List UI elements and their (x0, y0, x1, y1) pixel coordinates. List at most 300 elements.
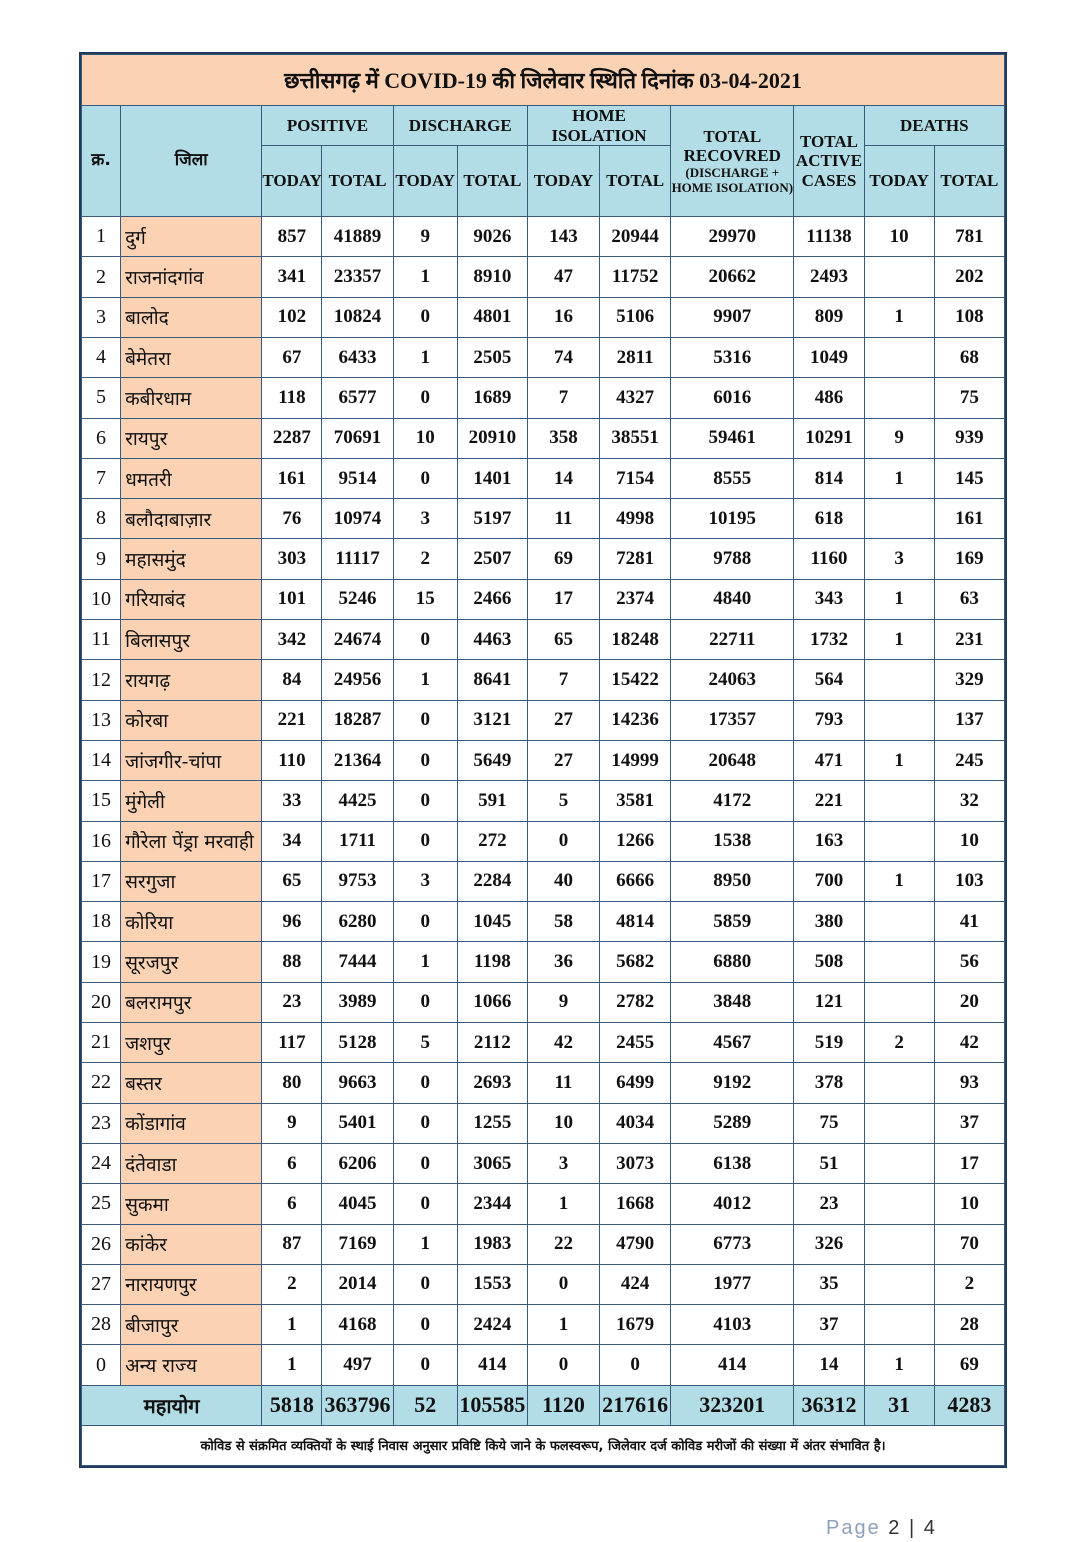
table-cell: 68 (934, 337, 1004, 377)
table-cell: 5401 (322, 1103, 393, 1143)
table-cell: 424 (600, 1264, 671, 1304)
district-name: राजनांदगांव (121, 257, 262, 297)
table-row (82, 458, 1005, 498)
header-positive-total: TOTAL (322, 146, 393, 217)
table-cell: 24956 (322, 660, 393, 700)
row-serial: 12 (82, 660, 121, 700)
table-cell: 0 (527, 1345, 599, 1385)
table-cell: 10 (864, 217, 934, 257)
table-cell (864, 257, 934, 297)
row-serial: 10 (82, 579, 121, 619)
table-cell: 3073 (600, 1143, 671, 1183)
table-cell: 2 (864, 1023, 934, 1063)
table-row (82, 418, 1005, 458)
table-cell: 2466 (457, 579, 527, 619)
table-cell: 1266 (600, 821, 671, 861)
table-cell: 6016 (671, 378, 794, 418)
table-cell: 6433 (322, 337, 393, 377)
table-cell: 6773 (671, 1224, 794, 1264)
table-cell: 221 (262, 700, 322, 740)
table-cell: 14 (794, 1345, 864, 1385)
table-cell: 6499 (600, 1063, 671, 1103)
table-row (82, 297, 1005, 337)
table-cell: 7 (527, 660, 599, 700)
table-cell: 1668 (600, 1184, 671, 1224)
table-cell: 4801 (457, 297, 527, 337)
table-cell: 41889 (322, 217, 393, 257)
table-cell: 47 (527, 257, 599, 297)
table-cell: 8641 (457, 660, 527, 700)
table-cell: 42 (527, 1023, 599, 1063)
row-serial: 27 (82, 1264, 121, 1304)
table-cell: 32 (934, 781, 1004, 821)
table-cell: 4034 (600, 1103, 671, 1143)
table-cell: 4168 (322, 1305, 393, 1345)
table-cell: 69 (934, 1345, 1004, 1385)
table-cell (864, 499, 934, 539)
table-cell: 110 (262, 740, 322, 780)
table-cell: 6 (262, 1143, 322, 1183)
table-cell: 1 (262, 1345, 322, 1385)
table-cell: 11752 (600, 257, 671, 297)
table-cell: 42 (934, 1023, 1004, 1063)
table-cell: 6 (262, 1184, 322, 1224)
row-serial: 20 (82, 982, 121, 1022)
table-cell: 4045 (322, 1184, 393, 1224)
row-serial: 19 (82, 942, 121, 982)
table-cell: 1 (864, 579, 934, 619)
table-cell: 41 (934, 902, 1004, 942)
table-cell: 414 (457, 1345, 527, 1385)
table-cell: 8910 (457, 257, 527, 297)
header-discharge-today: TODAY (393, 146, 457, 217)
district-name: महासमुंद (121, 539, 262, 579)
header-total-recovered-line3: (DISCHARGE + (685, 164, 780, 180)
table-cell: 793 (794, 700, 864, 740)
table-cell: 69 (527, 539, 599, 579)
table-cell: 2 (393, 539, 457, 579)
row-serial: 2 (82, 257, 121, 297)
table-cell (864, 982, 934, 1022)
table-cell: 1983 (457, 1224, 527, 1264)
table-cell: 1401 (457, 458, 527, 498)
table-cell: 59461 (671, 418, 794, 458)
header-sn: क्र. (82, 106, 121, 217)
district-name: बीजापुर (121, 1305, 262, 1345)
table-cell: 8555 (671, 458, 794, 498)
table-cell: 9192 (671, 1063, 794, 1103)
table-cell: 70691 (322, 418, 393, 458)
row-serial: 3 (82, 297, 121, 337)
table-cell: 9907 (671, 297, 794, 337)
table-cell: 20910 (457, 418, 527, 458)
table-cell: 1049 (794, 337, 864, 377)
row-serial: 14 (82, 740, 121, 780)
table-cell: 3121 (457, 700, 527, 740)
grand-total-value: 36312 (794, 1385, 864, 1425)
header-total-recovered-line2: RECOVRED (683, 146, 781, 166)
district-name: कोरबा (121, 700, 262, 740)
table-row (82, 1305, 1005, 1345)
table-cell: 202 (934, 257, 1004, 297)
grand-total-value: 1120 (527, 1385, 599, 1425)
table-cell: 6206 (322, 1143, 393, 1183)
table-cell: 10 (527, 1103, 599, 1143)
header-district: जिला (121, 106, 262, 217)
table-cell: 326 (794, 1224, 864, 1264)
row-serial: 6 (82, 418, 121, 458)
table-cell: 5682 (600, 942, 671, 982)
table-cell: 11117 (322, 539, 393, 579)
table-cell: 245 (934, 740, 1004, 780)
grand-total-value: 105585 (457, 1385, 527, 1425)
district-name: रायगढ़ (121, 660, 262, 700)
table-cell: 9 (527, 982, 599, 1022)
table-cell: 329 (934, 660, 1004, 700)
table-cell: 2782 (600, 982, 671, 1022)
table-cell: 17357 (671, 700, 794, 740)
district-name: दंतेवाडा (121, 1143, 262, 1183)
table-cell: 9663 (322, 1063, 393, 1103)
note-row (82, 1425, 1005, 1465)
table-cell: 6880 (671, 942, 794, 982)
table-cell: 1 (393, 337, 457, 377)
table-cell: 0 (393, 700, 457, 740)
table-cell (864, 821, 934, 861)
row-serial: 17 (82, 861, 121, 901)
table-cell: 0 (393, 1184, 457, 1224)
table-cell: 7 (527, 378, 599, 418)
table-cell: 5859 (671, 902, 794, 942)
table-cell: 486 (794, 378, 864, 418)
grand-total-value: 217616 (600, 1385, 671, 1425)
table-cell: 161 (262, 458, 322, 498)
table-cell: 18248 (600, 620, 671, 660)
table-cell: 1 (864, 1345, 934, 1385)
table-cell: 0 (393, 1103, 457, 1143)
district-name: कबीरधाम (121, 378, 262, 418)
district-name: सूरजपुर (121, 942, 262, 982)
table-cell (864, 378, 934, 418)
table-cell: 1 (393, 1224, 457, 1264)
table-cell: 15 (393, 579, 457, 619)
table-cell: 63 (934, 579, 1004, 619)
table-cell: 3581 (600, 781, 671, 821)
table-cell: 118 (262, 378, 322, 418)
table-cell: 231 (934, 620, 1004, 660)
table-cell: 143 (527, 217, 599, 257)
district-name: बलरामपुर (121, 982, 262, 1022)
table-cell: 2112 (457, 1023, 527, 1063)
table-cell: 16 (527, 297, 599, 337)
row-serial: 24 (82, 1143, 121, 1183)
table-cell: 3065 (457, 1143, 527, 1183)
table-cell: 80 (262, 1063, 322, 1103)
district-name: सुकमा (121, 1184, 262, 1224)
table-cell: 6280 (322, 902, 393, 942)
table-cell: 1 (527, 1305, 599, 1345)
table-cell: 3 (864, 539, 934, 579)
page-number: 2 | 4 (888, 1517, 937, 1539)
table-row (82, 378, 1005, 418)
district-name: दुर्ग (121, 217, 262, 257)
grand-total-row (82, 1385, 1005, 1425)
table-row (82, 1184, 1005, 1224)
table-cell: 9 (393, 217, 457, 257)
table-row (82, 539, 1005, 579)
table-cell: 221 (794, 781, 864, 821)
table-cell: 14999 (600, 740, 671, 780)
table-cell (864, 1103, 934, 1143)
table-cell: 0 (393, 1345, 457, 1385)
table-cell: 343 (794, 579, 864, 619)
row-serial: 16 (82, 821, 121, 861)
table-row (82, 1224, 1005, 1264)
row-serial: 0 (82, 1345, 121, 1385)
table-cell: 102 (262, 297, 322, 337)
district-name: कांकेर (121, 1224, 262, 1264)
grand-total-value: 323201 (671, 1385, 794, 1425)
table-cell: 272 (457, 821, 527, 861)
table-cell: 1 (527, 1184, 599, 1224)
table-cell: 20648 (671, 740, 794, 780)
header-active-line3: CASES (801, 170, 857, 190)
table-cell: 17 (527, 579, 599, 619)
table-cell: 6138 (671, 1143, 794, 1183)
table-cell: 380 (794, 902, 864, 942)
table-cell: 3 (393, 499, 457, 539)
table-cell: 303 (262, 539, 322, 579)
table-cell: 2 (262, 1264, 322, 1304)
table-cell: 11138 (794, 217, 864, 257)
row-serial: 11 (82, 620, 121, 660)
table-cell: 21364 (322, 740, 393, 780)
district-name: मुंगेली (121, 781, 262, 821)
table-cell: 10974 (322, 499, 393, 539)
footnote: कोविड से संक्रमित व्यक्तियों के स्थाई निवास अनुसार प्रविष्टि किये जाने के फलस्वरूप, जिलेवार दर्ज कोविड मरीजों की संख्या में अंतर संभावित है। (82, 1425, 1005, 1465)
table-cell: 0 (527, 1264, 599, 1304)
table-cell: 1045 (457, 902, 527, 942)
table-cell: 809 (794, 297, 864, 337)
table-cell: 9514 (322, 458, 393, 498)
table-cell: 0 (393, 1264, 457, 1304)
table-cell: 3848 (671, 982, 794, 1022)
table-cell: 10291 (794, 418, 864, 458)
table-cell: 2493 (794, 257, 864, 297)
table-cell (864, 1063, 934, 1103)
table-cell: 1538 (671, 821, 794, 861)
table-cell: 0 (393, 297, 457, 337)
report-title: छत्तीसगढ़ में COVID-19 की जिलेवार स्थिति दिनांक 03-04-2021 (82, 55, 1005, 106)
table-cell: 1689 (457, 378, 527, 418)
table-cell: 0 (393, 620, 457, 660)
table-row (82, 942, 1005, 982)
table-cell: 4463 (457, 620, 527, 660)
header-active-line1: TOTAL (800, 131, 858, 151)
table-cell: 28 (934, 1305, 1004, 1345)
table-cell (864, 337, 934, 377)
table-cell: 2811 (600, 337, 671, 377)
table-cell: 5 (393, 1023, 457, 1063)
grand-total-value: 31 (864, 1385, 934, 1425)
table-cell: 4814 (600, 902, 671, 942)
page-footer (826, 1517, 937, 1540)
table-cell: 1679 (600, 1305, 671, 1345)
table-cell: 4103 (671, 1305, 794, 1345)
table-cell: 508 (794, 942, 864, 982)
table-cell: 5197 (457, 499, 527, 539)
table-cell: 378 (794, 1063, 864, 1103)
table-cell: 3 (527, 1143, 599, 1183)
table-cell: 6577 (322, 378, 393, 418)
table-cell: 87 (262, 1224, 322, 1264)
table-cell: 65 (527, 620, 599, 660)
table-cell: 1732 (794, 620, 864, 660)
row-serial: 15 (82, 781, 121, 821)
table-row (82, 982, 1005, 1022)
table-cell: 3 (393, 861, 457, 901)
table-cell: 1977 (671, 1264, 794, 1304)
table-cell: 1 (393, 660, 457, 700)
row-serial: 26 (82, 1224, 121, 1264)
table-cell: 96 (262, 902, 322, 942)
row-serial: 25 (82, 1184, 121, 1224)
table-cell (864, 1143, 934, 1183)
table-cell: 27 (527, 740, 599, 780)
district-name: बेमेतरा (121, 337, 262, 377)
table-cell: 36 (527, 942, 599, 982)
table-cell: 15422 (600, 660, 671, 700)
table-cell: 1255 (457, 1103, 527, 1143)
table-cell: 163 (794, 821, 864, 861)
table-cell: 145 (934, 458, 1004, 498)
table-cell: 2287 (262, 418, 322, 458)
table-cell: 56 (934, 942, 1004, 982)
table-cell: 1 (262, 1305, 322, 1345)
row-serial: 8 (82, 499, 121, 539)
table-cell: 34 (262, 821, 322, 861)
table-cell: 4012 (671, 1184, 794, 1224)
table-cell: 0 (393, 458, 457, 498)
table-cell: 618 (794, 499, 864, 539)
table-cell: 84 (262, 660, 322, 700)
table-cell: 4998 (600, 499, 671, 539)
table-cell: 103 (934, 861, 1004, 901)
table-cell: 1198 (457, 942, 527, 982)
grand-total-value: 363796 (322, 1385, 393, 1425)
header-deaths-total: TOTAL (934, 146, 1004, 217)
table-cell: 9026 (457, 217, 527, 257)
header-positive: POSITIVE (262, 106, 393, 146)
table-row (82, 660, 1005, 700)
table-cell: 0 (600, 1345, 671, 1385)
table-cell: 75 (794, 1103, 864, 1143)
table-cell: 51 (794, 1143, 864, 1183)
table-cell: 6666 (600, 861, 671, 901)
table-row (82, 257, 1005, 297)
table-cell: 161 (934, 499, 1004, 539)
table-row (82, 217, 1005, 257)
table-row (82, 1103, 1005, 1143)
district-name: बलौदाबाज़ार (121, 499, 262, 539)
table-cell: 10 (934, 821, 1004, 861)
table-cell: 11 (527, 1063, 599, 1103)
table-cell: 74 (527, 337, 599, 377)
table-cell: 169 (934, 539, 1004, 579)
row-serial: 13 (82, 700, 121, 740)
header-active-line2: ACTIVE (795, 151, 863, 171)
table-cell: 58 (527, 902, 599, 942)
table-cell (864, 660, 934, 700)
header-total-recovered (671, 106, 794, 217)
header-deaths: DEATHS (864, 106, 1004, 146)
table-cell: 5316 (671, 337, 794, 377)
table-cell: 20662 (671, 257, 794, 297)
table-cell: 1 (393, 942, 457, 982)
table-cell: 0 (393, 740, 457, 780)
grand-total-label: महायोग (82, 1385, 262, 1425)
table-row (82, 740, 1005, 780)
table-cell: 1 (864, 458, 934, 498)
table-cell: 121 (794, 982, 864, 1022)
table-cell: 1 (864, 740, 934, 780)
covid-district-report (79, 52, 1007, 1468)
header-total-recovered-line1: TOTAL (703, 126, 762, 146)
page-label: Page (826, 1517, 881, 1539)
district-name: धमतरी (121, 458, 262, 498)
header-discharge-total: TOTAL (457, 146, 527, 217)
table-cell: 5106 (600, 297, 671, 337)
header-deaths-today: TODAY (864, 146, 934, 217)
table-cell (864, 1184, 934, 1224)
table-cell: 101 (262, 579, 322, 619)
grand-total-value: 5818 (262, 1385, 322, 1425)
table-row (82, 821, 1005, 861)
table-cell: 93 (934, 1063, 1004, 1103)
district-name: गरियाबंद (121, 579, 262, 619)
table-cell: 24063 (671, 660, 794, 700)
table-cell: 341 (262, 257, 322, 297)
row-serial: 9 (82, 539, 121, 579)
table-cell (864, 1264, 934, 1304)
district-name: कोंडागांव (121, 1103, 262, 1143)
table-cell: 33 (262, 781, 322, 821)
row-serial: 7 (82, 458, 121, 498)
row-serial: 4 (82, 337, 121, 377)
table-cell: 358 (527, 418, 599, 458)
table-cell: 4425 (322, 781, 393, 821)
table-cell: 5289 (671, 1103, 794, 1143)
district-name: जशपुर (121, 1023, 262, 1063)
table-cell: 38551 (600, 418, 671, 458)
table-row (82, 1264, 1005, 1304)
district-name: गौरेला पेंड्रा मरवाही (121, 821, 262, 861)
table-cell: 857 (262, 217, 322, 257)
table-cell: 20 (934, 982, 1004, 1022)
district-name: अन्य राज्य (121, 1345, 262, 1385)
table-row (82, 337, 1005, 377)
header-home-isolation-total: TOTAL (600, 146, 671, 217)
table-row (82, 620, 1005, 660)
table-row (82, 902, 1005, 942)
district-name: सरगुजा (121, 861, 262, 901)
table-cell: 9 (864, 418, 934, 458)
table-cell: 67 (262, 337, 322, 377)
grand-total-value: 52 (393, 1385, 457, 1425)
table-cell: 2424 (457, 1305, 527, 1345)
table-cell: 5128 (322, 1023, 393, 1063)
table-cell: 1160 (794, 539, 864, 579)
